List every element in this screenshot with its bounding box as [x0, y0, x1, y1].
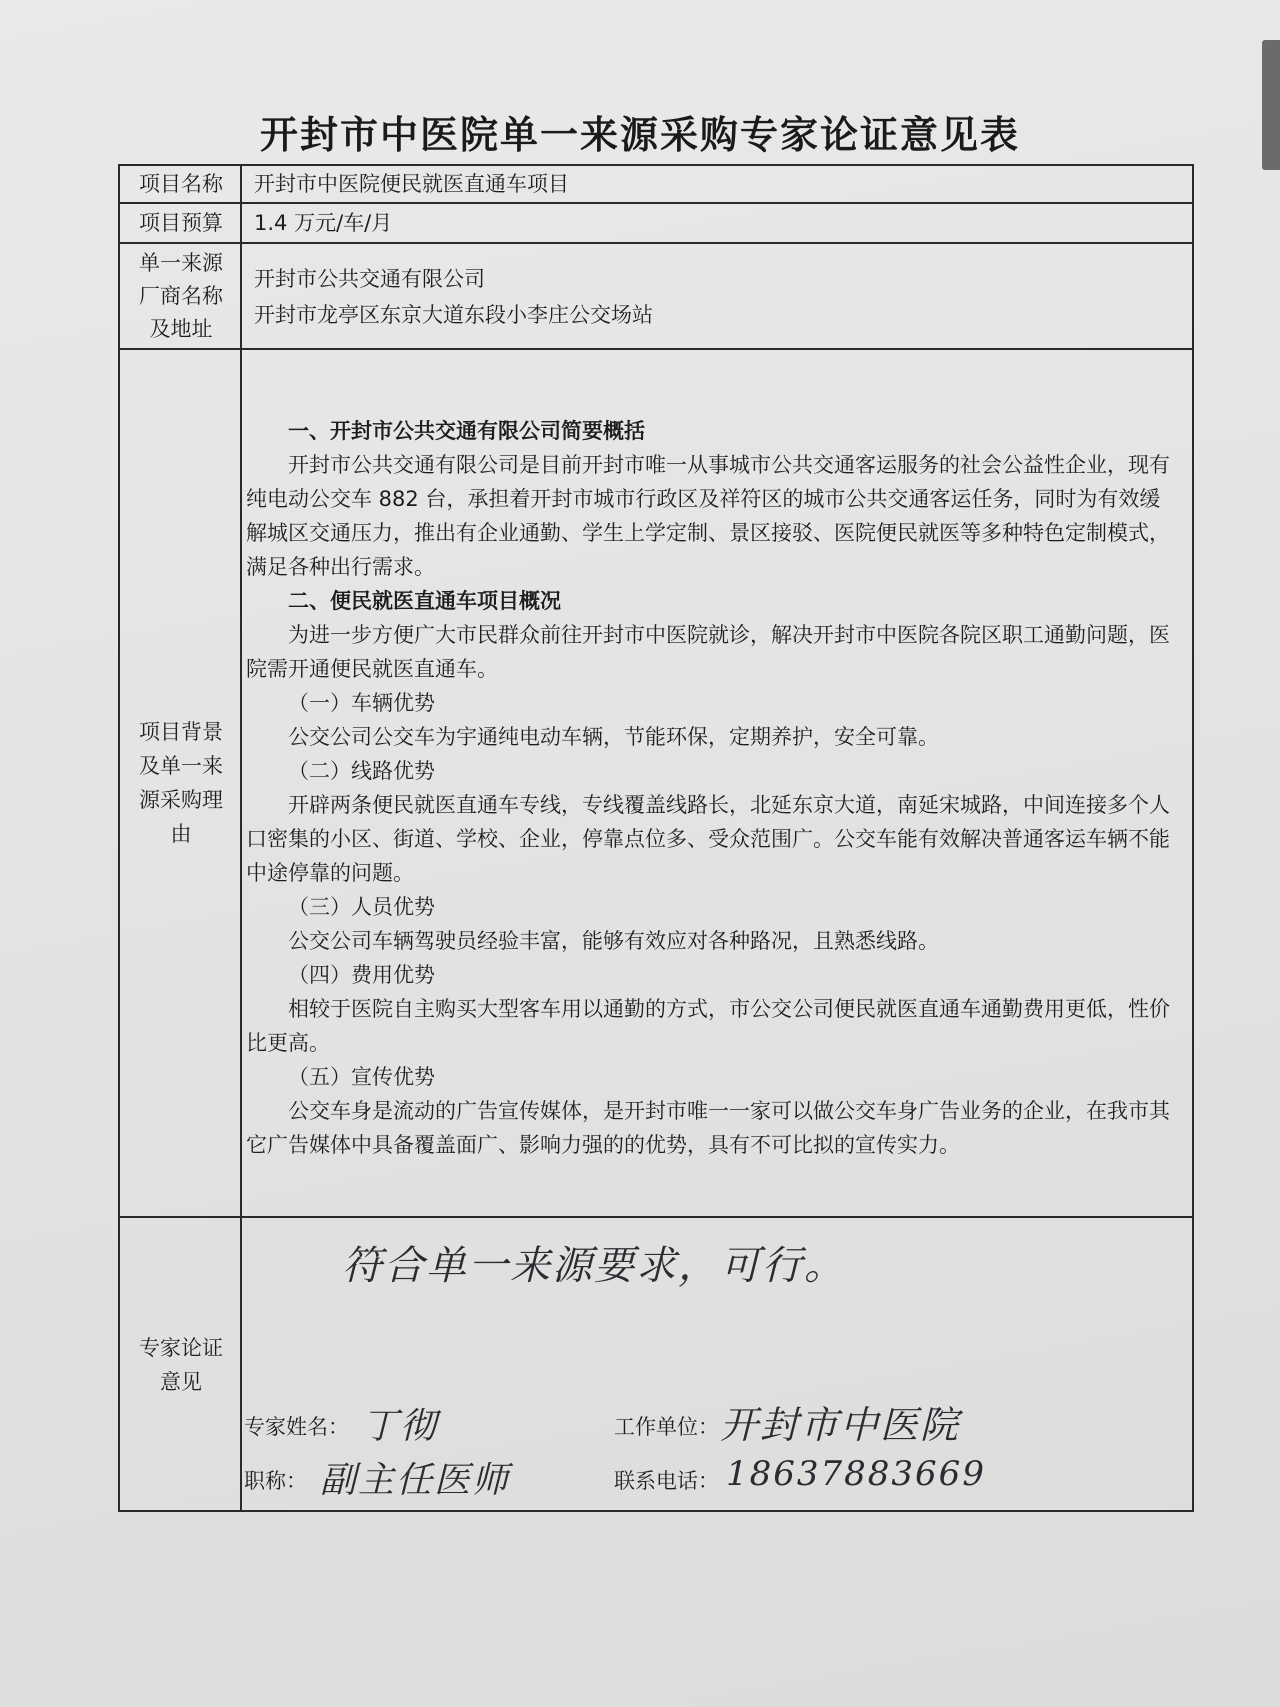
budget-value: 1.4 万元/车/月	[254, 211, 393, 235]
vendor-label: 单一来源厂商名称及地址	[139, 250, 223, 341]
background-paragraph: 公交公司公交车为宇通纯电动车辆，节能环保，定期养护，安全可靠。	[288, 725, 939, 749]
title-label: 职称：	[244, 1469, 307, 1493]
background-paragraph: （五）宣传优势	[288, 1065, 435, 1089]
opinion-form-table	[118, 164, 1194, 1512]
background-paragraph: 为进一步方便广大市民群众前往开封市中医院就诊，解决开封市中医院各院区职工通勤问题，医院需开通便民就医直通车。	[246, 623, 1170, 681]
handwritten-work-unit: 开封市中医院	[720, 1403, 961, 1447]
row-divider	[120, 348, 1192, 350]
vendor-name: 开封市公共交通有限公司	[254, 267, 485, 291]
handwritten-opinion: 符合单一来源要求，可行。	[342, 1243, 846, 1289]
vendor-address: 开封市龙亭区东京大道东段小李庄公交场站	[254, 303, 653, 327]
background-body	[246, 414, 1174, 1162]
handwritten-phone: 18637883669	[726, 1454, 986, 1494]
background-paragraph: 公交车身是流动的广告宣传媒体，是开封市唯一一家可以做公交车身广告业务的企业，在我市其它广告媒体中具备覆盖面广、影响力强的的优势，具有不可比拟的宣传实力。	[246, 1099, 1170, 1157]
work-unit-label: 工作单位：	[614, 1415, 719, 1439]
background-paragraph: （四）费用优势	[288, 963, 435, 987]
row-divider	[120, 242, 1192, 244]
row-divider	[120, 1216, 1192, 1218]
document-title: 开封市中医院单一来源采购专家论证意见表	[259, 113, 1020, 157]
background-paragraph: （一）车辆优势	[288, 691, 435, 715]
background-paragraph: 公交公司车辆驾驶员经验丰富，能够有效应对各种路况，且熟悉线路。	[288, 929, 939, 953]
background-paragraph: 相较于医院自主购买大型客车用以通勤的方式，市公交公司便民就医直通车通勤费用更低，性价比更高。	[246, 997, 1170, 1055]
background-heading: 一、开封市公共交通有限公司简要概括	[288, 419, 645, 443]
opinion-label: 专家论证意见	[139, 1336, 223, 1394]
budget-label: 项目预算	[139, 211, 223, 235]
background-paragraph: 开封市公共交通有限公司是目前开封市唯一从事城市公共交通客运服务的社会公益性企业，现有纯电动公交车 882 台，承担着开封市城市行政区及祥符区的城市公共交通客运任务，同时为有效缓解城区交通压力，推出有企业通勤、学生上学定制、景区接驳、医院便民就医等多种特色定制模式，满足各种出行需求。	[246, 453, 1170, 579]
row-divider	[120, 202, 1192, 204]
background-paragraph: 开辟两条便民就医直通车专线，专线覆盖线路长，北延东京大道，南延宋城路，中间连接多个人口密集的小区、街道、学校、企业，停靠点位多、受众范围广。公交车能有效解决普通客运车辆不能中途停靠的问题。	[246, 793, 1170, 885]
expert-name-label: 专家姓名：	[244, 1415, 349, 1439]
background-paragraph: （三）人员优势	[288, 895, 435, 919]
handwritten-expert-name: 丁彻	[362, 1406, 439, 1447]
handwritten-title: 副主任医师	[320, 1460, 511, 1501]
project-name-label: 项目名称	[139, 172, 223, 196]
background-heading: 二、便民就医直通车项目概况	[288, 589, 561, 613]
background-label: 项目背景及单一来源采购理由	[139, 720, 223, 846]
phone-label: 联系电话：	[614, 1469, 719, 1493]
project-name-value: 开封市中医院便民就医直通车项目	[254, 172, 569, 196]
background-paragraph: （二）线路优势	[288, 759, 435, 783]
